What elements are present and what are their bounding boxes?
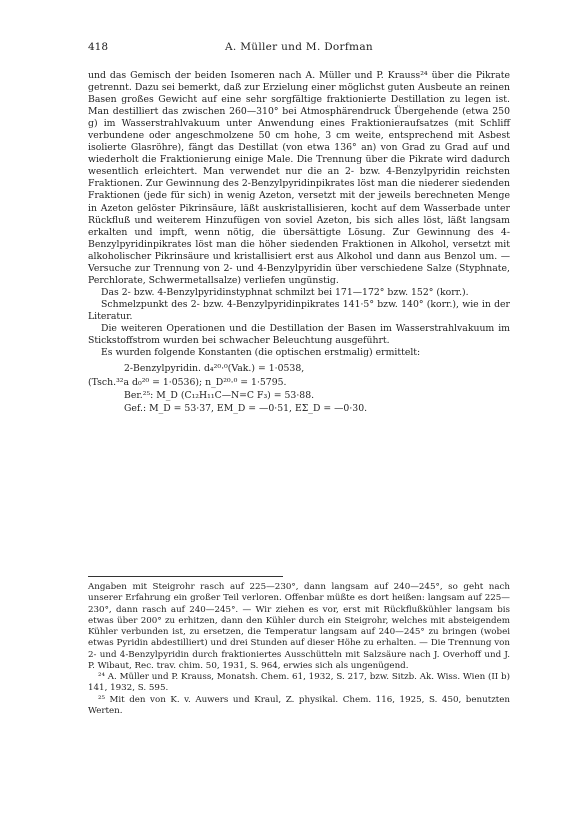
- footnote-24: ²⁴ A. Müller und P. Krauss, Monatsh. Chem. 61, 1932, S. 217, bzw. Sitzb. Ak. Wiss. Wien (II b) 141, 1932, S. 595.: [88, 672, 510, 694]
- calculated-refraction-line: Ber.²⁵: M_D (C₁₂H₁₁C—N=C F₃) = 53·88.: [124, 389, 315, 401]
- footnote-rule: [88, 576, 283, 577]
- footnote-continuation: Angaben mit Steigrohr rasch auf 225—230°, dann langsam auf 240—245°, so geht nach unserer Erfahrung ein großer Teil verloren. Offenbar müßte es dort heißen: langsam auf 225—230°, dann rasch auf 240—245°. — Wir ziehen es vor, erst mit Rückflußkühler langsam bis etwas über 200° zu erhitzen, dann den Kühler durch ein Steigrohr, welches mit absteigendem Kühler verbunden ist, zu ersetzen, die Temperatur langsam auf 240—245° zu bringen (wobei etwas Pyridin abdestilliert) und drei Stunden auf dieser Höhe zu erhalten. — Die Trennung von 2- und 4-Benzylpyridin durch fraktioniertes Ausschütteln mit Salzsäure nach J. Overhoff und J. P. Wibaut, Rec. trav. chim. 50, 1931, S. 964, erwies sich als ungenügend.: [88, 582, 510, 671]
- body-text: [88, 70, 510, 421]
- constant-refraction-line: (Tsch.³²a d₀²⁰ = 1·0536); n_D²⁰·⁰ = 1·5795.: [88, 376, 287, 388]
- page-header: [88, 41, 510, 55]
- paragraph-separation-method: und das Gemisch der beiden Isomeren nach A. Müller und P. Krauss²⁴ über die Pikrate getrennt. Dazu sei bemerkt, daß zur Erzielung einer möglichst guten Ausbeute an reinen Basen großes Gewicht auf eine sehr sorgfältige fraktionierte Destillation zu legen ist. Man destilliert das zwischen 260—310° bei Atmosphärendruck Übergehende (etwa 250 g) im Wasserstrahlvakuum unter Anwendung eines Fraktionieraufsatzes (mit Schliff verbundene oder angeschmolzene 50 cm hohe, 3 cm weite, entsprechend mit Asbest isolierte Glasröhre), fängt das Destillat (von etwa 136° an) von Grad zu Grad auf und wiederholt die Fraktionierung einige Male. Die Trennung über die Pikrate wird dadurch wesentlich erleichtert. Man verwendet nur die an 2- bzw. 4-Benzylpyridin reichsten Fraktionen. Zur Gewinnung des 2-Benzylpyridinpikrates löst man die niederer siedenden Fraktionen (jede für sich) in wenig Azeton, versetzt mit der jeweils berechneten Menge in Azeton gelöster Pikrinsäure, läßt auskristallisieren, kocht auf dem Wasserbade unter Rückfluß und weiterem Hinzufügen von soviel Azeton, bis sich alles löst, läßt langsam erkalten und impft, wenn nötig, die übersättigte Lösung. Zur Gewinnung des 4-Benzylpyridinpikrates löst man die höher siedenden Fraktionen in Alkohol, versetzt mit alkoholischer Pikrinsäure und kristallisiert erst aus Alkohol und dann aus Benzol um. — Versuche zur Trennung von 2- und 4-Benzylpyridin über verschiedene Salze (Styphnate, Perchlorate, Schwermetallsalze) verliefen ungünstig.: [88, 70, 510, 286]
- paragraph-picrate-mp: Schmelzpunkt des 2- bzw. 4-Benzylpyridinpikrates 141·5° bzw. 140° (korr.), wie in der Literatur.: [88, 298, 510, 322]
- paragraph-styphnate-mp: Das 2- bzw. 4-Benzylpyridinstyphnat schmilzt bei 171—172° bzw. 152° (korr.).: [101, 286, 469, 298]
- footnotes: [88, 582, 510, 717]
- paragraph-constants-intro: Es wurden folgende Konstanten (die optischen erstmalig) ermittelt:: [101, 347, 421, 359]
- page-number: 418: [88, 41, 109, 53]
- running-head: A. Müller und M. Dorfman: [225, 41, 373, 53]
- found-refraction-line: Gef.: M_D = 53·37, EM_D = —0·51, EΣ_D = —0·30.: [124, 403, 368, 415]
- constants-block: [88, 362, 510, 416]
- paragraph-nitrogen-distillation: Die weiteren Operationen und die Destillation der Basen im Wasserstrahlvakuum im Stickstoffstrom wurden bei schwacher Beleuchtung ausgeführt.: [88, 322, 510, 347]
- constant-density-line: 2-Benzylpyridin. d₄²⁰·⁰(Vak.) = 1·0538,: [124, 363, 305, 375]
- footnote-25: ²⁵ Mit den von K. v. Auwers und Kraul, Z. physikal. Chem. 116, 1925, S. 450, benutzten Werten.: [88, 694, 510, 716]
